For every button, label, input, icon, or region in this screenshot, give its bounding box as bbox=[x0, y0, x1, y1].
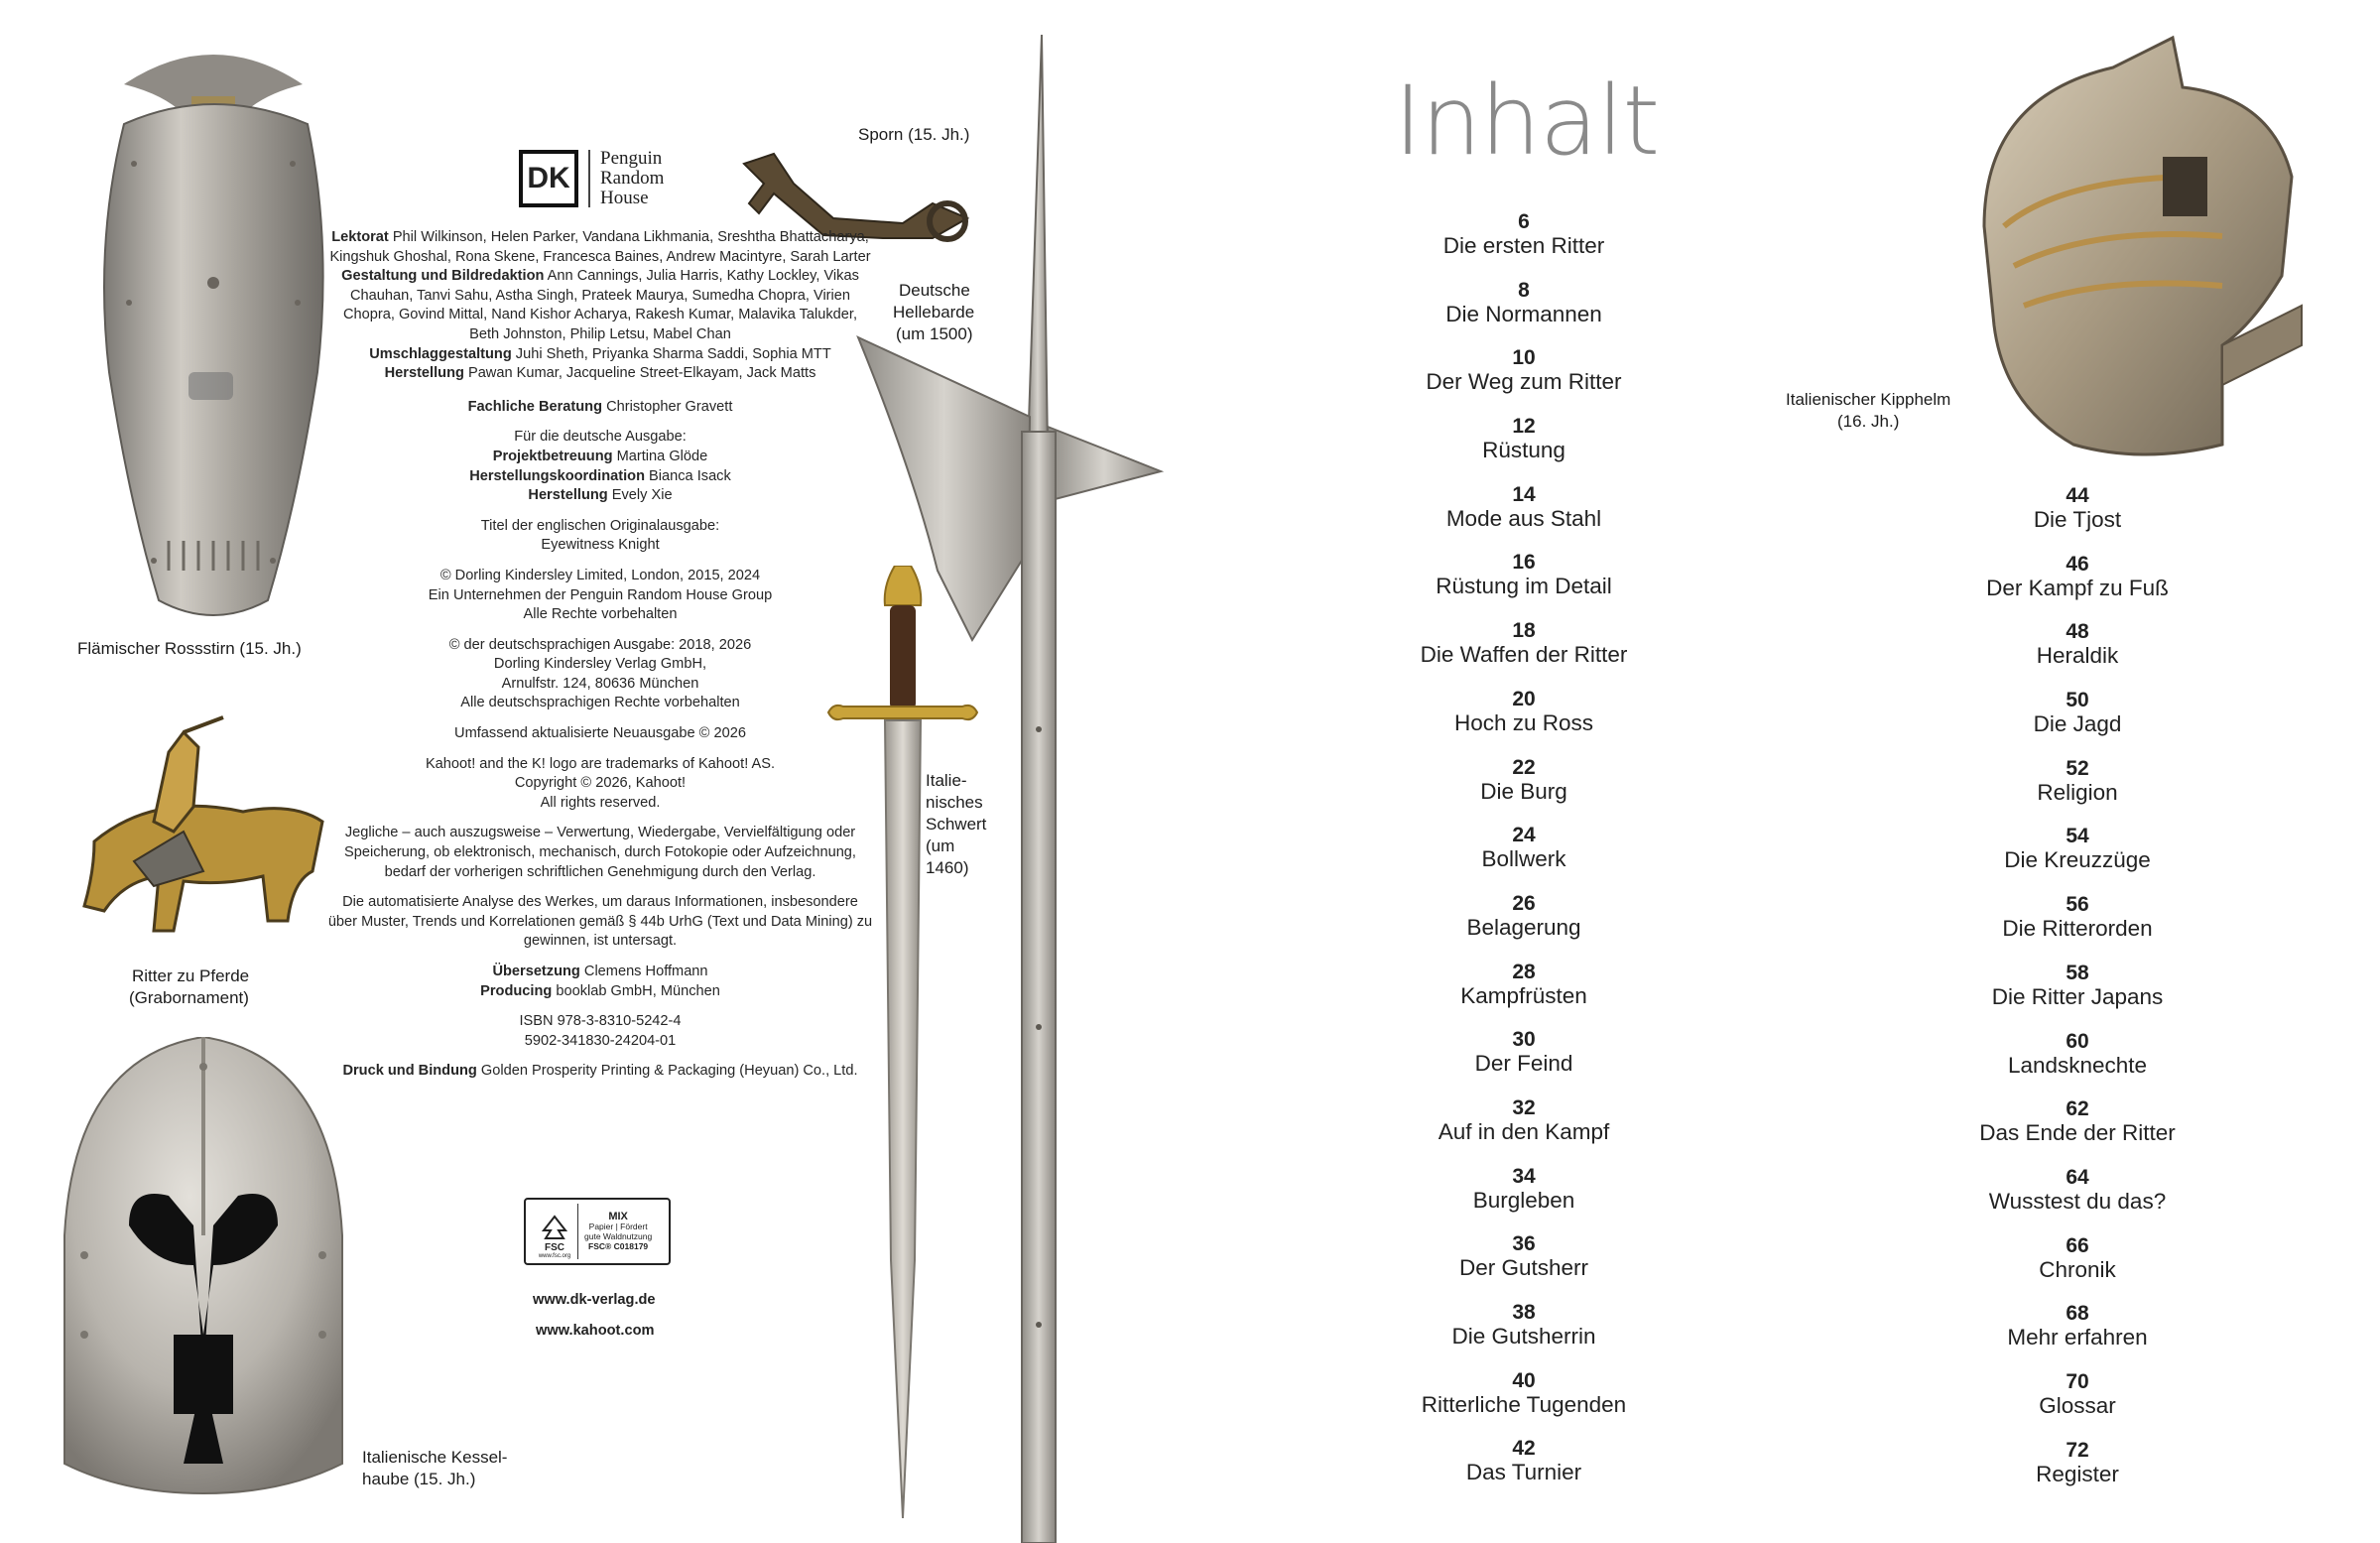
toc-entry[interactable] bbox=[1276, 279, 1772, 347]
toc-entry[interactable] bbox=[1829, 689, 2325, 757]
caption-rossstirn: Flämischer Rossstirn (15. Jh.) bbox=[77, 639, 302, 658]
toc-page-number: 52 bbox=[2066, 756, 2089, 780]
toc-title: Inhalt bbox=[1394, 65, 1660, 177]
caption-schwert-line3: Schwert bbox=[926, 815, 987, 834]
toc-entry[interactable] bbox=[1829, 1302, 2325, 1370]
toc-chapter-title: Die Burg bbox=[1480, 778, 1567, 804]
toc-entry[interactable] bbox=[1276, 210, 1772, 279]
toc-chapter-title: Bollwerk bbox=[1481, 846, 1566, 872]
toc-entry[interactable] bbox=[1829, 825, 2325, 893]
website-dk[interactable]: www.dk-verlag.de bbox=[533, 1292, 656, 1308]
toc-page-number: 16 bbox=[1512, 551, 1536, 575]
dk-logo-mark: DK bbox=[519, 150, 578, 207]
publisher-logo bbox=[519, 149, 664, 208]
caption-ritter-line2: (Grabornament) bbox=[129, 988, 249, 1007]
toc-page-number: 34 bbox=[1512, 1164, 1536, 1188]
toc-page-number: 38 bbox=[1512, 1301, 1536, 1324]
toc-entry[interactable] bbox=[1829, 893, 2325, 962]
toc-page-number: 8 bbox=[1518, 278, 1530, 302]
toc-entry[interactable] bbox=[1276, 619, 1772, 688]
caption-schwert-line4: (um bbox=[926, 836, 955, 855]
toc-page-number: 62 bbox=[2066, 1097, 2089, 1121]
toc-page-number: 10 bbox=[1512, 346, 1536, 370]
logo-divider bbox=[588, 150, 590, 207]
toc-entry[interactable] bbox=[1829, 962, 2325, 1030]
toc-chapter-title: Die Tjost bbox=[2033, 507, 2122, 532]
toc-chapter-title: Der Feind bbox=[1474, 1051, 1573, 1077]
toc-chapter-title: Hoch zu Ross bbox=[1453, 709, 1594, 735]
toc-entry[interactable] bbox=[1829, 1234, 2325, 1303]
close-helmet-image bbox=[1944, 28, 2321, 464]
toc-chapter-title: Der Gutsherr bbox=[1458, 1255, 1589, 1281]
toc-chapter-title: Die Jagd bbox=[2033, 711, 2122, 737]
toc-entry[interactable] bbox=[1276, 1232, 1772, 1301]
toc-left-column bbox=[1276, 210, 1772, 1505]
toc-chapter-title: Glossar bbox=[2039, 1392, 2116, 1418]
toc-chapter-title: Ritterliche Tugenden bbox=[1421, 1391, 1627, 1417]
toc-entry[interactable] bbox=[1276, 1165, 1772, 1233]
toc-right-column bbox=[1829, 484, 2325, 1506]
caption-schwert-line1: Italie- bbox=[926, 771, 967, 790]
imprint-neuausgabe: Umfassend aktualisierte Neuausgabe © 2026 bbox=[454, 725, 746, 742]
toc-entry[interactable] bbox=[1829, 1030, 2325, 1098]
horse-chamfron-image bbox=[84, 45, 342, 640]
website-kahoot[interactable]: www.kahoot.com bbox=[536, 1323, 655, 1339]
toc-chapter-title: Auf in den Kampf bbox=[1438, 1118, 1610, 1144]
caption-kipphelm-line1: Italienischer Kipphelm bbox=[1786, 390, 1951, 409]
imprint-copyright: © Dorling Kindersley Limited, London, 2015, 2024 Ein Unternehmen der Penguin Random House Group Alle Rechte vorbehalten bbox=[428, 567, 773, 623]
toc-page-number: 20 bbox=[1512, 687, 1536, 710]
toc-entry[interactable] bbox=[1276, 824, 1772, 892]
toc-entry[interactable] bbox=[1829, 1097, 2325, 1166]
toc-page-number: 66 bbox=[2066, 1233, 2089, 1257]
toc-chapter-title: Das Turnier bbox=[1465, 1460, 1582, 1485]
toc-entry[interactable] bbox=[1276, 892, 1772, 961]
toc-page-number: 26 bbox=[1512, 891, 1536, 915]
toc-page-number: 68 bbox=[2066, 1302, 2089, 1326]
toc-page-number: 64 bbox=[2066, 1165, 2089, 1189]
toc-chapter-title: Die Waffen der Ritter bbox=[1420, 642, 1628, 668]
imprint-kahoot: Kahoot! and the K! logo are trademarks of Kahoot! AS. Copyright © 2026, Kahoot! All rights reserved. bbox=[425, 755, 776, 811]
toc-chapter-title: Religion bbox=[2037, 779, 2118, 805]
imprint-translation: Übersetzung Clemens Hoffmann Producing booklab GmbH, München bbox=[480, 964, 720, 999]
imprint-block bbox=[327, 228, 873, 1093]
toc-chapter-title: Register bbox=[2036, 1461, 2119, 1486]
caption-schwert-line5: 1460) bbox=[926, 858, 969, 877]
toc-page-number: 50 bbox=[2066, 689, 2089, 712]
toc-entry[interactable] bbox=[1276, 346, 1772, 415]
toc-chapter-title: Landsknechte bbox=[2007, 1052, 2148, 1078]
toc-page-number: 24 bbox=[1512, 824, 1536, 847]
toc-chapter-title: Die Ritterorden bbox=[2002, 916, 2153, 942]
toc-page-number: 58 bbox=[2066, 961, 2089, 984]
caption-ritter-line1: Ritter zu Pferde bbox=[132, 966, 250, 985]
toc-page-number: 18 bbox=[1512, 619, 1536, 643]
penguin-random-house-wordmark: Penguin Random House bbox=[600, 148, 665, 208]
toc-page-number: 44 bbox=[2066, 484, 2089, 507]
imprint-druck: Druck und Bindung Golden Prosperity Printing & Packaging (Heyuan) Co., Ltd. bbox=[342, 1063, 858, 1080]
fsc-tree-icon: FSC www.fsc.org bbox=[532, 1204, 578, 1259]
toc-chapter-title: Heraldik bbox=[2036, 643, 2119, 669]
imprint-tdm: Die automatisierte Analyse des Werkes, um daraus Informationen, insbesondere über Muster, Trends und Korrelationen gemäß § 44b UrhG (Text und Data Mining) zu gewinnen, ist untersagt. bbox=[327, 894, 873, 950]
toc-chapter-title: Burgleben bbox=[1472, 1187, 1575, 1213]
toc-entry[interactable] bbox=[1276, 1028, 1772, 1096]
toc-entry[interactable] bbox=[1276, 688, 1772, 756]
toc-chapter-title: Der Weg zum Ritter bbox=[1426, 369, 1622, 395]
caption-hellebarde-line3: (um 1500) bbox=[896, 324, 973, 343]
imprint-german-edition: Für die deutsche Ausgabe: Projektbetreuung Martina Glöde Herstellungskoordination Bianca Isack Herstellung Evely Xie bbox=[469, 429, 731, 504]
toc-chapter-title: Mode aus Stahl bbox=[1445, 505, 1602, 531]
toc-chapter-title: Die Gutsherrin bbox=[1451, 1324, 1596, 1349]
toc-chapter-title: Chronik bbox=[2039, 1256, 2116, 1282]
caption-kessel-line2: haube (15. Jh.) bbox=[362, 1470, 476, 1488]
toc-chapter-title: Belagerung bbox=[1466, 914, 1581, 940]
toc-chapter-title: Der Kampf zu Fuß bbox=[1986, 575, 2169, 600]
imprint-german-copyright: © der deutschsprachigen Ausgabe: 2018, 2026 Dorling Kindersley Verlag GmbH, Arnulfstr. 124, 80636 München Alle deutschsprachigen Rechte vorbehalten bbox=[448, 636, 752, 711]
caption-schwert-line2: nisches bbox=[926, 793, 983, 812]
toc-chapter-title: Wusstest du das? bbox=[1988, 1188, 2167, 1214]
toc-page-number: 12 bbox=[1512, 415, 1536, 439]
imprint-rights: Jegliche – auch auszugsweise – Verwertung, Wiedergabe, Vervielfältigung oder Speicherung, ob elektronisch, mechanisch, durch Fotokopie oder Aufzeichnung, bedarf der vorherigen schriftlichen Genehmigung durch den Verlag. bbox=[344, 825, 856, 880]
toc-page-number: 60 bbox=[2066, 1029, 2089, 1053]
toc-entry[interactable] bbox=[1276, 756, 1772, 825]
toc-entry[interactable] bbox=[1276, 551, 1772, 619]
caption-hellebarde-line1: Deutsche bbox=[899, 281, 970, 300]
toc-entry[interactable] bbox=[1829, 1166, 2325, 1234]
toc-page-number: 6 bbox=[1518, 210, 1530, 233]
toc-entry[interactable] bbox=[1276, 1301, 1772, 1369]
toc-page-number: 22 bbox=[1512, 755, 1536, 779]
caption-kipphelm-line2: (16. Jh.) bbox=[1837, 412, 1900, 431]
imprint-original-title: Titel der englischen Originalausgabe: Eyewitness Knight bbox=[480, 517, 720, 554]
knight-ornament-image bbox=[74, 712, 332, 941]
toc-page-number: 30 bbox=[1512, 1028, 1536, 1052]
toc-chapter-title: Kampfrüsten bbox=[1460, 982, 1587, 1008]
toc-page-number: 72 bbox=[2066, 1438, 2089, 1462]
toc-page-number: 28 bbox=[1512, 960, 1536, 983]
toc-page-number: 48 bbox=[2066, 620, 2089, 644]
toc-chapter-title: Rüstung bbox=[1482, 438, 1566, 463]
toc-page-number: 70 bbox=[2066, 1369, 2089, 1393]
toc-chapter-title: Das Ende der Ritter bbox=[1979, 1120, 2176, 1146]
caption-kessel-line1: Italienische Kessel- bbox=[362, 1448, 508, 1467]
toc-page-number: 42 bbox=[1512, 1437, 1536, 1461]
toc-entry[interactable] bbox=[1829, 1439, 2325, 1507]
toc-chapter-title: Die Kreuzzüge bbox=[2004, 847, 2151, 873]
toc-entry[interactable] bbox=[1276, 1369, 1772, 1438]
toc-entry[interactable] bbox=[1276, 961, 1772, 1029]
toc-chapter-title: Die Ritter Japans bbox=[1991, 983, 2164, 1009]
toc-chapter-title: Die ersten Ritter bbox=[1442, 233, 1605, 258]
toc-entry[interactable] bbox=[1829, 484, 2325, 553]
toc-page-number: 54 bbox=[2066, 825, 2089, 848]
toc-page-number: 40 bbox=[1512, 1368, 1536, 1392]
toc-entry[interactable] bbox=[1276, 483, 1772, 552]
imprint-beratung: Fachliche Beratung Christopher Gravett bbox=[467, 398, 733, 415]
toc-entry[interactable] bbox=[1276, 415, 1772, 483]
imprint-credits: Lektorat Phil Wilkinson, Helen Parker, Vandana Likhmania, Sreshtha Bhattacharya, Kingshuk Ghoshal, Rona Skene, Francesca Baines, Andrew Macintyre, Sarah Larter Gestaltung und Bildredaktion Ann Cannings, Julia Harris, Kathy Lockley, Vikas Chauhan, Tanvi Sahu, Astha Singh, Prateek Maurya, Sumedha Chopra, Virien Chopra, Govind Mittal, Nand Kishor Acharya, Rakesh Kumar, Malavika Talukder, Beth Johnston, Philip Letsu, Mabel Chan Umschlaggestaltung Juhi Sheth, Priyanka Sharma Saddi, Sophia MTT Herstellung Pawan Kumar, Jacqueline Street-Elkayam, Jack Matts bbox=[329, 229, 871, 382]
toc-chapter-title: Rüstung im Detail bbox=[1436, 574, 1612, 599]
toc-entry[interactable] bbox=[1829, 620, 2325, 689]
toc-page-number: 32 bbox=[1512, 1095, 1536, 1119]
barbute-helmet-image bbox=[55, 1037, 352, 1503]
fsc-text: MIX Papier | Fördert gute Waldnutzung FSC® C018179 bbox=[584, 1211, 653, 1251]
toc-entry[interactable] bbox=[1276, 1096, 1772, 1165]
caption-hellebarde-line2: Hellebarde bbox=[893, 303, 975, 321]
fsc-label bbox=[524, 1198, 671, 1265]
toc-entry[interactable] bbox=[1829, 1370, 2325, 1439]
toc-page-number: 56 bbox=[2066, 893, 2089, 917]
toc-entry[interactable] bbox=[1829, 553, 2325, 621]
toc-chapter-title: Mehr erfahren bbox=[2007, 1325, 2148, 1350]
caption-sporn: Sporn (15. Jh.) bbox=[858, 125, 970, 144]
toc-entry[interactable] bbox=[1276, 1437, 1772, 1505]
toc-entry[interactable] bbox=[1829, 757, 2325, 826]
toc-page-number: 46 bbox=[2066, 552, 2089, 576]
toc-page-number: 14 bbox=[1512, 482, 1536, 506]
imprint-isbn: ISBN 978-3-8310-5242-4 5902-341830-24204-01 bbox=[519, 1013, 682, 1049]
toc-page-number: 36 bbox=[1512, 1232, 1536, 1256]
toc-chapter-title: Die Normannen bbox=[1445, 301, 1602, 326]
